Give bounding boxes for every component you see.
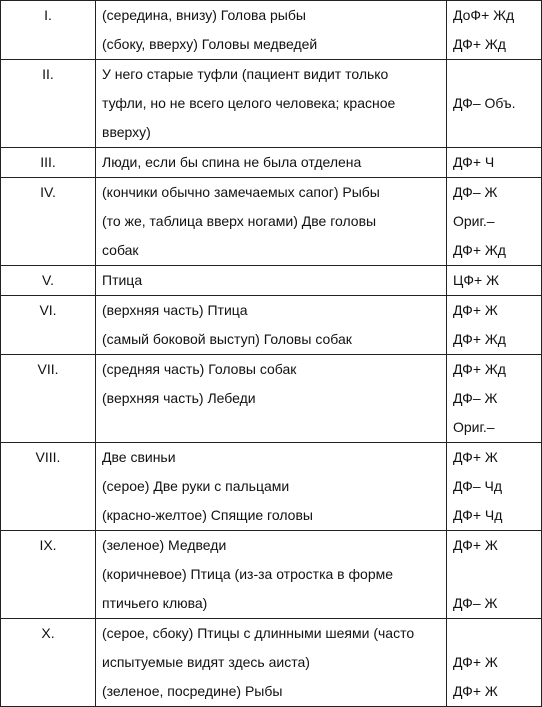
table-row xyxy=(1,1,542,60)
scoring-code: ДФ– Ж Ориг.– ДФ+ Жд xyxy=(447,178,542,266)
table-row xyxy=(1,178,542,266)
scoring-code: ДФ– Объ. xyxy=(447,60,542,148)
card-number: I. xyxy=(1,1,96,60)
card-number: II. xyxy=(1,60,96,148)
scoring-code: ДФ+ Ж ДФ+ Жд xyxy=(447,296,542,355)
card-number: IV. xyxy=(1,178,96,266)
response-text: (середина, внизу) Голова рыбы (сбоку, вверху) Головы медведей xyxy=(96,1,447,60)
card-number: VI. xyxy=(1,296,96,355)
scoring-code: ДФ+ Жд ДФ– Ж Ориг.– xyxy=(447,355,542,443)
table-row xyxy=(1,296,542,355)
response-text: Птица xyxy=(96,266,447,296)
table-row xyxy=(1,60,542,148)
table-row xyxy=(1,619,542,707)
response-text: Две свиньи (серое) Две руки с пальцами (красно-желтое) Спящие головы xyxy=(96,443,447,531)
response-text: (зеленое) Медведи (коричневое) Птица (из-за отростка в форме птичьего клюва) xyxy=(96,531,447,619)
response-text: (верхняя часть) Птица (самый боковой выступ) Головы собак xyxy=(96,296,447,355)
scoring-code: ДФ+ Ж ДФ– Ж xyxy=(447,531,542,619)
response-text: У него старые туфли (пациент видит только туфли, но не всего целого человека; красное вверху) xyxy=(96,60,447,148)
response-text: (средняя часть) Головы собак (верхняя часть) Лебеди xyxy=(96,355,447,443)
response-text: Люди, если бы спина не была отделена xyxy=(96,148,447,178)
scoring-code: ЦФ+ Ж xyxy=(447,266,542,296)
scoring-code: ДФ+ Ж ДФ+ Ж xyxy=(447,619,542,707)
table-row xyxy=(1,443,542,531)
card-number: III. xyxy=(1,148,96,178)
card-number: V. xyxy=(1,266,96,296)
response-text: (серое, сбоку) Птицы с длинными шеями (часто испытуемые видят здесь аиста) (зеленое, посредине) Рыбы xyxy=(96,619,447,707)
card-number: VIII. xyxy=(1,443,96,531)
table-row xyxy=(1,148,542,178)
scoring-code: ДоФ+ Жд ДФ+ Жд xyxy=(447,1,542,60)
card-number: IX. xyxy=(1,531,96,619)
card-number: X. xyxy=(1,619,96,707)
table-row xyxy=(1,531,542,619)
response-text: (кончики обычно замечаемых сапог) Рыбы (то же, таблица вверх ногами) Две головы собак xyxy=(96,178,447,266)
table-row xyxy=(1,355,542,443)
table-row xyxy=(1,266,542,296)
scoring-code: ДФ+ Ч xyxy=(447,148,542,178)
scoring-code: ДФ+ Ж ДФ– Чд ДФ+ Чд xyxy=(447,443,542,531)
card-number: VII. xyxy=(1,355,96,443)
